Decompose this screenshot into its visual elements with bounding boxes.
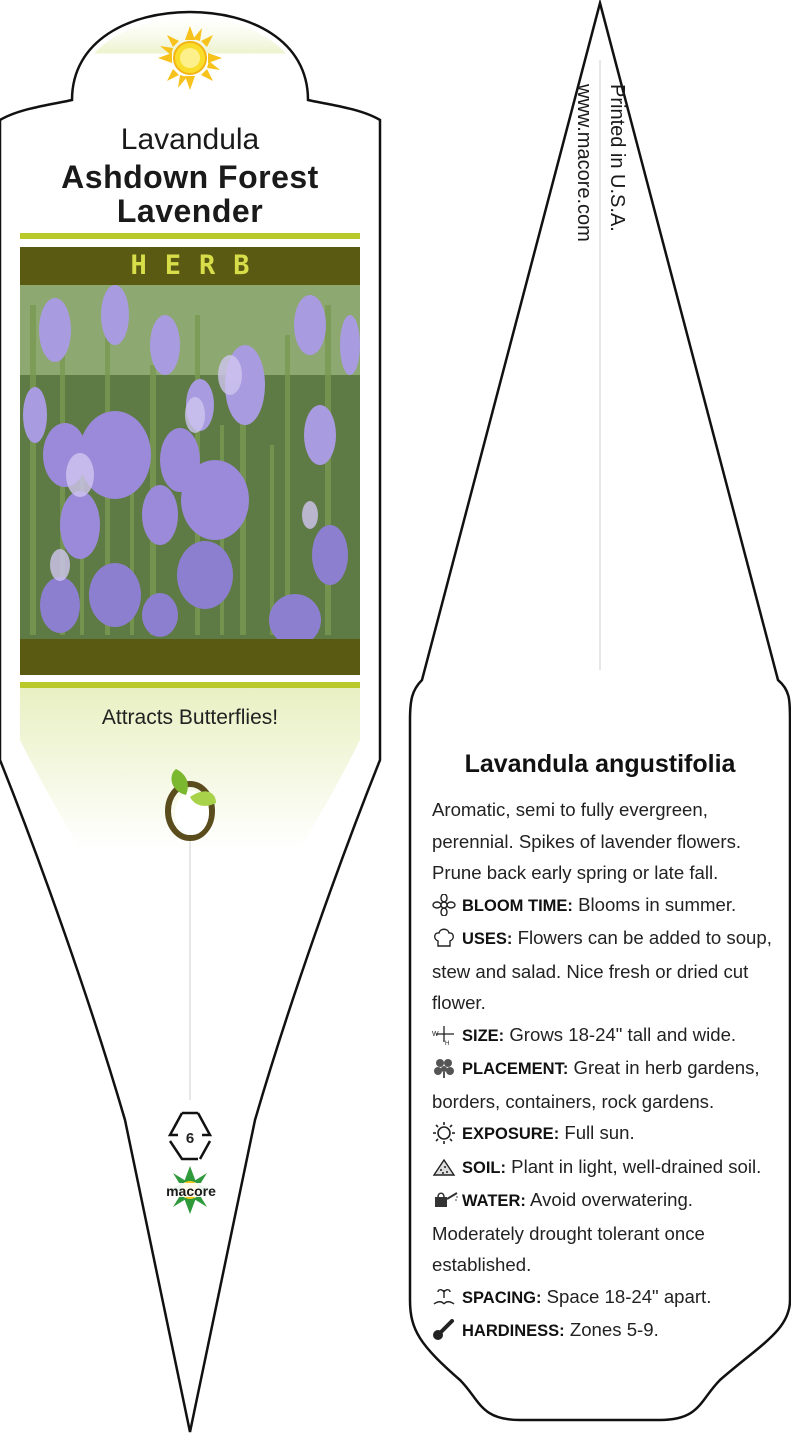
common-name-line-1: Ashdown Forest <box>61 159 319 195</box>
common-name-line-2: Lavender <box>116 193 264 229</box>
water-continued: established. <box>432 1254 532 1275</box>
species-title: Lavandula angustifolia <box>464 750 736 778</box>
hardiness-row: HARDINESS: Zones 5-9. <box>432 1314 772 1348</box>
uses-continued: flower. <box>432 992 486 1013</box>
exposure-row: EXPOSURE: Full sun. <box>432 1117 772 1151</box>
soil-icon <box>432 1156 458 1176</box>
care-instructions <box>432 794 772 1348</box>
water-continued: Moderately drought tolerant once <box>432 1222 705 1244</box>
water-row: WATER: Avoid overwatering. <box>432 1184 772 1218</box>
placement-icon <box>432 1057 458 1077</box>
size-arrows-icon <box>432 1024 458 1044</box>
website-url: www.macore.com <box>573 84 595 242</box>
svg-text:W: W <box>432 1030 439 1038</box>
sun-icon <box>158 26 222 90</box>
size-row: W H SIZE: Grows 18-24" tall and wide. <box>432 1023 737 1046</box>
common-name-title <box>20 160 360 228</box>
genus-title: Lavandula <box>120 123 260 156</box>
bloom-time-row: BLOOM TIME: Blooms in summer. <box>432 889 772 923</box>
flower-icon <box>432 894 458 914</box>
plant-photo <box>20 285 360 639</box>
description-line: Aromatic, semi to fully evergreen, <box>432 799 708 820</box>
chef-hat-icon <box>432 927 458 947</box>
placement-continued: borders, containers, rock gardens. <box>432 1090 715 1112</box>
accent-line <box>20 233 360 239</box>
placement-row: PLACEMENT: Great in herb gardens, <box>432 1052 772 1086</box>
photo-bottom-bar <box>20 639 360 675</box>
watering-can-icon <box>432 1189 458 1209</box>
uses-row: USES: Flowers can be added to soup, <box>432 922 772 956</box>
accent-line <box>20 682 360 688</box>
tagline: Attracts Butterflies! <box>101 706 279 729</box>
recycle-number: 6 <box>185 1130 195 1147</box>
spacing-icon <box>432 1286 458 1306</box>
uses-continued: stew and salad. Nice fresh or dried cut <box>432 960 749 982</box>
brand-name: macore <box>166 1183 216 1199</box>
thermometer-icon <box>432 1319 458 1339</box>
category-banner: HERB <box>20 247 360 285</box>
exposure-icon <box>432 1122 458 1142</box>
spacing-row: SPACING: Space 18-24" apart. <box>432 1281 772 1315</box>
soil-row: SOIL: Plant in light, well-drained soil. <box>432 1151 772 1185</box>
description-line: perennial. Spikes of lavender flowers. <box>432 830 742 852</box>
description-line: Prune back early spring or late fall. <box>432 862 719 883</box>
svg-text:H: H <box>445 1040 450 1046</box>
printed-in-text: Printed in U.S.A. <box>606 84 628 232</box>
